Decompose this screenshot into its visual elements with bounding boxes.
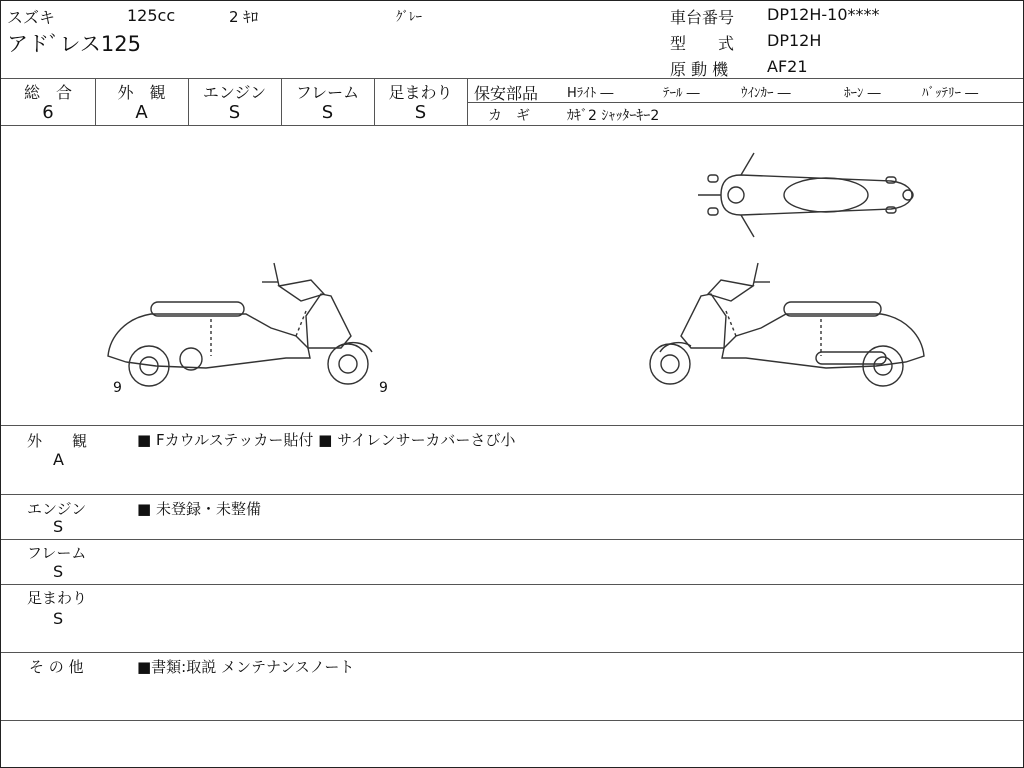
- remark-label-other: そ の 他: [29, 658, 84, 676]
- type-value: DP12H: [767, 31, 822, 50]
- divider: [1, 584, 1023, 585]
- remark-grade-frame: S: [53, 562, 64, 581]
- grade-header-frame: フレーム: [295, 83, 360, 102]
- divider: [1, 720, 1023, 721]
- remark-grade-engine: S: [53, 517, 64, 536]
- remark-grade-suspension: S: [53, 609, 64, 628]
- key-value: ｶｷﾞ2 ｼｬｯﾀｰｷｰ2: [567, 108, 660, 124]
- grade-overall: 6: [42, 102, 54, 123]
- divider: [1, 494, 1023, 495]
- safety-item-battery: ﾊﾞｯﾃﾘｰ ―: [922, 86, 979, 101]
- safety-item-horn: ﾎｰﾝ ―: [844, 86, 881, 101]
- grade-header-engine: エンジン: [202, 83, 267, 102]
- safety-item-winker: ｳｲﾝｶｰ ―: [741, 86, 791, 101]
- grade-header-overall: 総 合: [23, 83, 72, 102]
- remark-label-exterior: 外 観: [27, 432, 88, 450]
- frame-number-label: 車台番号: [670, 8, 735, 27]
- grade-header-suspension: 足まわり: [388, 83, 453, 102]
- safety-item-taillight: ﾃｰﾙ ―: [663, 86, 700, 101]
- remark-label-engine: エンジン: [27, 500, 87, 518]
- divider: [1, 78, 1023, 79]
- remark-text-engine: ■ 未登録・未整備: [137, 500, 261, 518]
- divider: [1, 652, 1023, 653]
- scooter-top-view-diagram: [696, 151, 921, 241]
- color: ｸﾞﾚｰ: [396, 10, 422, 25]
- engine-value: AF21: [767, 57, 808, 76]
- frame-number: DP12H-10****: [767, 5, 880, 24]
- divider: [1, 125, 1023, 126]
- remark-grade-exterior: A: [53, 450, 64, 469]
- divider: [467, 78, 468, 125]
- grade-suspension: S: [414, 102, 427, 123]
- remark-text-exterior: ■ Fカウルステッカー貼付 ■ サイレンサーカバーさび小: [137, 431, 516, 449]
- model-name: アドﾞレス125: [7, 32, 141, 56]
- displacement: 125cc: [127, 6, 176, 25]
- maker: スズキ: [7, 8, 56, 27]
- engine-label: 原 動 機: [670, 60, 729, 79]
- grade-exterior: A: [135, 102, 148, 123]
- grade-frame: S: [321, 102, 334, 123]
- grade-engine: S: [228, 102, 241, 123]
- divider: [1, 425, 1023, 426]
- type-label: 型 式: [670, 34, 735, 53]
- scooter-left-side-diagram: [96, 256, 396, 396]
- divider: [1, 539, 1023, 540]
- remark-label-suspension: 足まわり: [27, 589, 88, 607]
- grade-header-exterior: 外 観: [117, 83, 166, 102]
- scooter-right-side-diagram: [636, 256, 936, 396]
- safety-label: 保安部品: [474, 84, 539, 103]
- key-label: カ ギ: [488, 108, 530, 124]
- remark-text-other: ■書類:取説 メンテナンスノート: [137, 658, 355, 676]
- left-mark-front: 9: [379, 380, 388, 396]
- left-mark-rear: 9: [113, 380, 122, 396]
- divider: [468, 102, 1023, 103]
- safety-item-headlight: Hﾗｲﾄ ―: [567, 86, 614, 101]
- mileage: 2 ｷﾛ: [229, 8, 259, 26]
- remark-label-frame: フレーム: [27, 544, 87, 562]
